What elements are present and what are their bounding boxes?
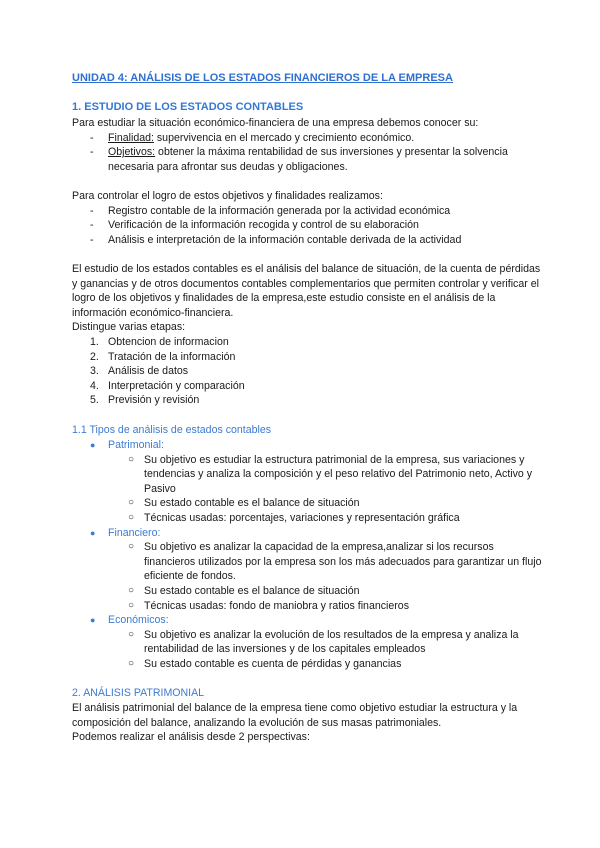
goal-item xyxy=(72,131,542,146)
goal-term: Finalidad: xyxy=(108,131,154,144)
stage-item xyxy=(72,379,542,394)
dash-marker: - xyxy=(90,233,94,246)
goals-list xyxy=(72,131,542,175)
detail-text: Su estado contable es el balance de situación xyxy=(144,584,360,597)
dash-marker: - xyxy=(90,219,94,232)
detail-item xyxy=(108,628,542,657)
section-2-perspectives: Podemos realizar el análisis desde 2 perspectivas: xyxy=(72,731,310,744)
dash-marker: - xyxy=(90,131,94,144)
circle-bullet-icon: ○ xyxy=(128,541,135,553)
control-item xyxy=(72,204,542,219)
detail-item xyxy=(108,599,542,614)
section-2-paragraph: El análisis patrimonial del balance de la empresa tiene como objetivo estudiar la estructura y la composición del balance, analizando la evolución de sus masas patrimoniales. xyxy=(72,702,518,729)
section-1-1-heading: 1.1 Tipos de análisis de estados contables xyxy=(72,424,272,436)
section-2-heading: 2. ANÁLISIS PATRIMONIAL xyxy=(72,687,205,699)
control-list xyxy=(72,204,542,248)
analysis-types-list xyxy=(72,438,542,672)
stage-number: 1. xyxy=(90,335,99,348)
detail-item xyxy=(108,584,542,599)
analysis-type-patrimonial xyxy=(72,438,542,526)
study-paragraph: El estudio de los estados contables es el análisis del balance de situación, de la cuenta de pérdidas y ganancias y de otros documentos contables complementarios que permiten controlar y verificar el logro de los objetivos y finalidades de la empresa,este estudio consiste en el análisis de la información económico-financiera. xyxy=(72,263,541,319)
stage-item xyxy=(72,335,542,350)
goal-text: obtener la máxima rentabilidad de sus inversiones y presentar la solvencia necesaria para afrontar sus deudas y obligaciones. xyxy=(108,146,508,173)
study-block xyxy=(72,262,542,408)
stage-item xyxy=(72,364,542,379)
analysis-type-label: Financiero: xyxy=(108,526,161,539)
analysis-type-financiero xyxy=(72,526,542,614)
circle-bullet-icon: ○ xyxy=(128,657,135,669)
dash-marker: - xyxy=(90,204,94,217)
section-1-intro: Para estudiar la situación económico-financiera de una empresa debemos conocer su: xyxy=(72,117,479,129)
stage-number: 3. xyxy=(90,365,99,378)
control-item-text: Análisis e interpretación de la información contable derivada de la actividad xyxy=(108,233,462,246)
bullet-icon: ● xyxy=(90,615,96,626)
control-item-text: Verificación de la información recogida y control de su elaboración xyxy=(108,219,419,232)
dash-marker: - xyxy=(90,146,94,159)
circle-bullet-icon: ○ xyxy=(128,584,135,596)
detail-item xyxy=(108,657,542,672)
stage-item xyxy=(72,393,542,408)
stage-text: Tratación de la información xyxy=(108,350,236,363)
control-item-text: Registro contable de la información generada por la actividad económica xyxy=(108,204,451,217)
analysis-type-details xyxy=(108,540,542,613)
control-block xyxy=(72,189,542,247)
stage-text: Interpretación y comparación xyxy=(108,379,245,392)
analysis-types xyxy=(72,438,542,672)
stages-intro: Distingue varias etapas: xyxy=(72,321,186,334)
stage-text: Previsión y revisión xyxy=(108,394,200,407)
circle-bullet-icon: ○ xyxy=(128,453,135,465)
detail-item xyxy=(108,540,542,584)
stage-text: Análisis de datos xyxy=(108,365,189,378)
analysis-type-details xyxy=(108,453,542,526)
stage-number: 4. xyxy=(90,379,99,392)
detail-text: Su objetivo es estudiar la estructura patrimonial de la empresa, sus variaciones y tendencias y analiza la composición y el peso relativo del Patrimonio neto, Activo y Pasivo xyxy=(144,453,533,495)
stage-text: Obtencion de informacion xyxy=(108,335,229,348)
stages-list xyxy=(72,335,542,408)
detail-text: Su objetivo es analizar la capacidad de la empresa,analizar si los recursos financieros utilizados por la empresa son los más adecuados para garantizar un flujo eficiente de fondos. xyxy=(144,541,542,583)
section-1-heading: 1. ESTUDIO DE LOS ESTADOS CONTABLES xyxy=(72,101,304,113)
circle-bullet-icon: ○ xyxy=(128,497,135,509)
document-title: UNIDAD 4: ANÁLISIS DE LOS ESTADOS FINANCIEROS DE LA EMPRESA xyxy=(72,72,453,84)
detail-text: Su objetivo es analizar la evolución de los resultados de la empresa y analiza la rentabilidad de las inversiones y de los capitales empleados xyxy=(144,628,519,656)
detail-text: Su estado contable es cuenta de pérdidas y ganancias xyxy=(144,657,402,670)
bullet-icon: ● xyxy=(90,527,96,538)
detail-text: Su estado contable es el balance de situación xyxy=(144,497,360,510)
bullet-icon: ● xyxy=(90,440,96,450)
detail-item xyxy=(108,511,542,526)
detail-text: Técnicas usadas: fondo de maniobra y ratios financieros xyxy=(144,599,409,612)
circle-bullet-icon: ○ xyxy=(128,599,135,611)
circle-bullet-icon: ○ xyxy=(128,628,135,640)
stage-number: 2. xyxy=(90,350,99,363)
analysis-type-label: Patrimonial: xyxy=(108,439,164,451)
detail-item xyxy=(108,496,542,511)
goal-item xyxy=(72,145,542,174)
analysis-type-economicos xyxy=(72,613,542,671)
section-2-body xyxy=(72,701,542,745)
control-item xyxy=(72,233,542,248)
stage-item xyxy=(72,350,542,365)
control-intro: Para controlar el logro de estos objetivos y finalidades realizamos: xyxy=(72,190,383,202)
section-1-body xyxy=(72,116,542,174)
analysis-type-label: Económicos: xyxy=(108,614,169,627)
circle-bullet-icon: ○ xyxy=(128,511,135,523)
detail-item xyxy=(108,453,542,497)
analysis-type-details xyxy=(108,628,542,672)
goal-term: Objetivos: xyxy=(108,146,156,159)
detail-text: Técnicas usadas: porcentajes, variaciones y representación gráfica xyxy=(144,511,460,524)
stage-number: 5. xyxy=(90,394,99,407)
goal-text: supervivencia en el mercado y crecimiento económico. xyxy=(153,131,415,144)
control-item xyxy=(72,218,542,233)
